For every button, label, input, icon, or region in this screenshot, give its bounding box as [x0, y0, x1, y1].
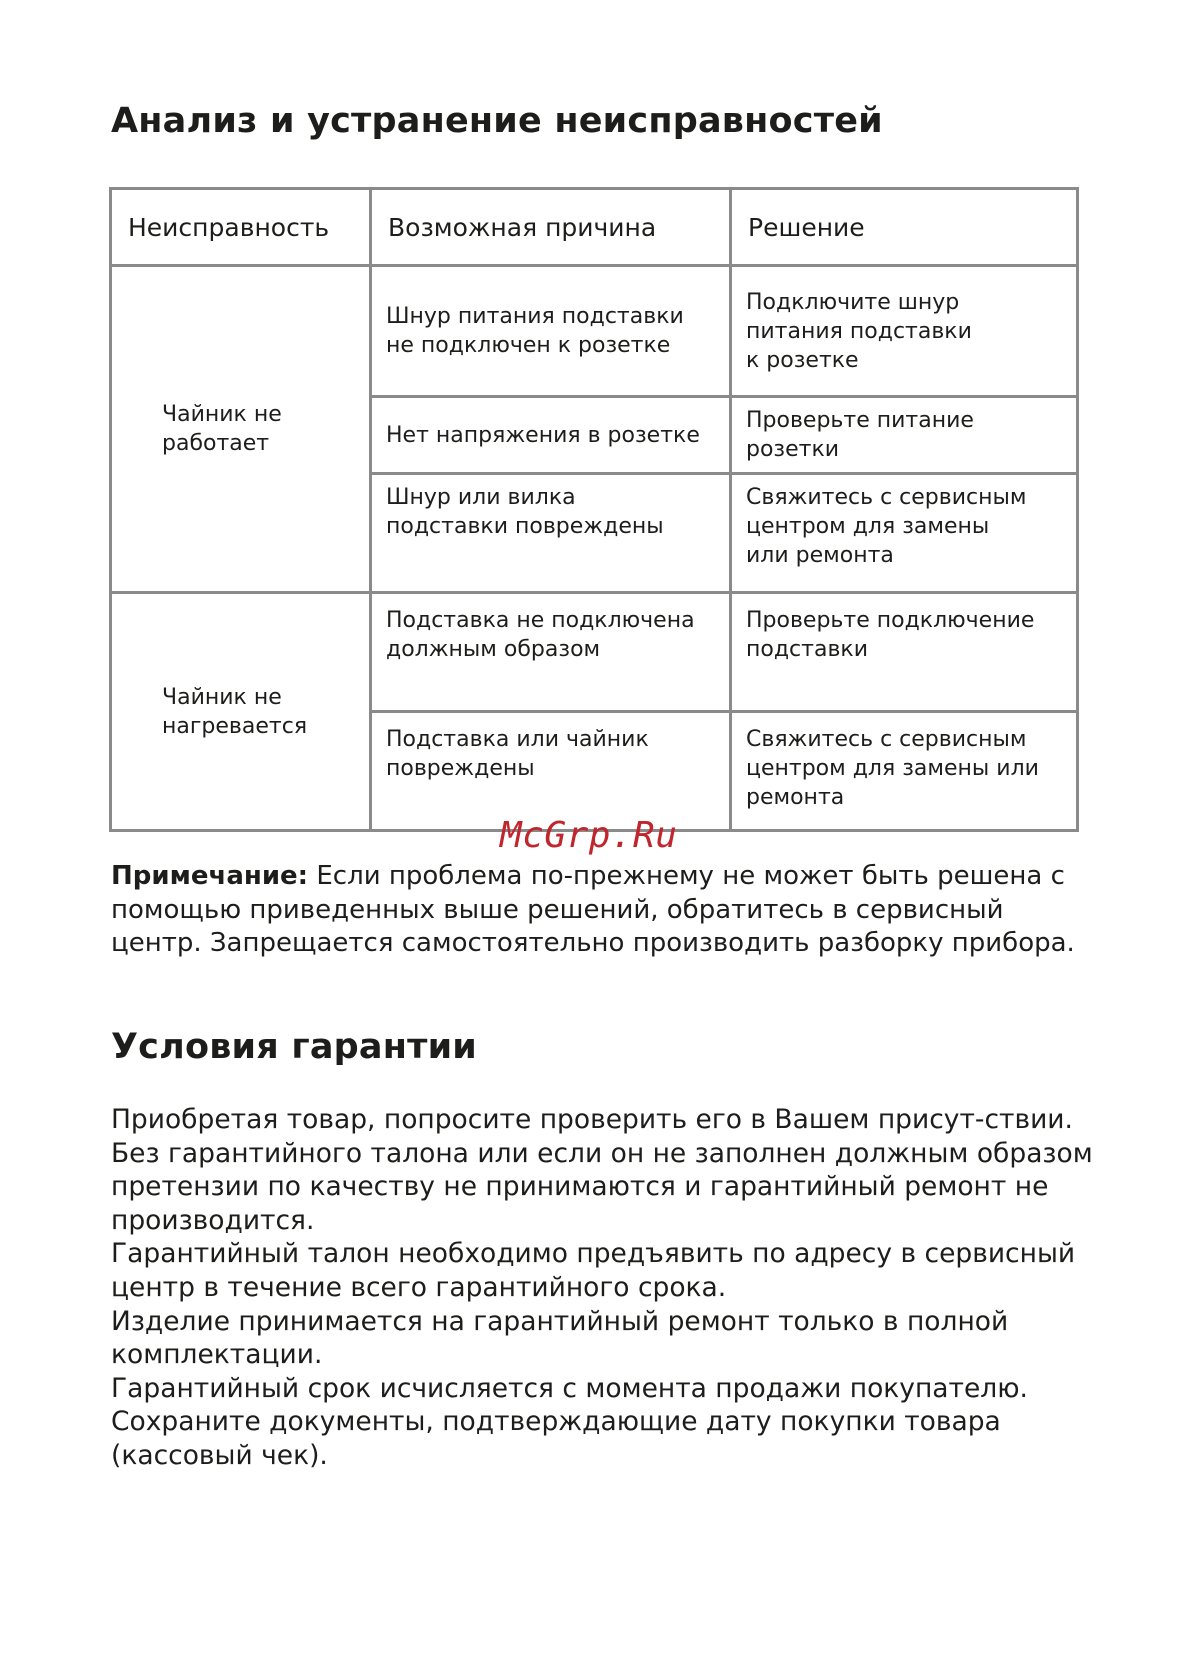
- warranty-paragraph: Гарантийный срок исчисляется с момента продажи покупателю.: [111, 1372, 1028, 1404]
- note-paragraph: [111, 860, 1086, 961]
- table-row: [111, 593, 1078, 712]
- problem-cell: Чайник не работает: [111, 266, 371, 593]
- cause-cell: Нет напряжения в розетке: [371, 397, 731, 474]
- table-header-row: [111, 189, 1078, 266]
- note-text: Если проблема по-прежнему не может быть решена с помощью приведенных выше решений, обратитесь в сервисный центр. Запрещается самостоятельно производить разборку прибора.: [111, 861, 1075, 958]
- solution-cell: Проверьте питание розетки: [731, 397, 1078, 474]
- warranty-paragraph: Приобретая товар, попросите проверить его в Вашем присут-ствии.: [111, 1104, 1073, 1135]
- solution-cell: Свяжитесь с сервисным центром для замены или ремонта: [731, 712, 1078, 831]
- cause-cell: Шнур или вилка подставки повреждены: [371, 474, 731, 593]
- header-cause: Возможная причина: [371, 189, 731, 266]
- header-problem: Неисправность: [111, 189, 371, 266]
- warranty-paragraph: Изделие принимается на гарантийный ремонт только в полной комплектации.: [111, 1305, 1009, 1371]
- solution-cell: Проверьте подключение подставки: [731, 593, 1078, 712]
- troubleshooting-table: [109, 187, 1079, 832]
- cause-cell: Подставка не подключена должным образом: [371, 593, 731, 712]
- watermark: McGrp.Ru: [500, 815, 678, 856]
- cause-cell: Подставка или чайник повреждены: [371, 712, 731, 831]
- warranty-paragraph: Сохраните документы, подтверждающие дату покупки товара (кассовый чек).: [111, 1406, 1001, 1471]
- page-title: Анализ и устранение неисправностей: [111, 101, 883, 141]
- warranty-title: Условия гарантии: [111, 1027, 478, 1067]
- header-solution: Решение: [731, 189, 1078, 266]
- solution-cell: Подключите шнур питания подставки к розетке: [731, 266, 1078, 397]
- warranty-paragraph: Гарантийный талон необходимо предъявить по адресу в сервисный центр в течение всего гарантийного срока.: [111, 1238, 1076, 1303]
- note-label: Примечание:: [111, 861, 309, 891]
- table-row: [111, 266, 1078, 397]
- warranty-paragraph: Без гарантийного талона или если он не заполнен должным образом претензии по качеству не принимаются и гарантийный ремонт не производится.: [111, 1137, 1093, 1236]
- problem-cell: Чайник не нагревается: [111, 593, 371, 831]
- warranty-text: [111, 1103, 1101, 1473]
- solution-cell: Свяжитесь с сервисным центром для замены или ремонта: [731, 474, 1078, 593]
- cause-cell: Шнур питания подставки не подключен к розетке: [371, 266, 731, 397]
